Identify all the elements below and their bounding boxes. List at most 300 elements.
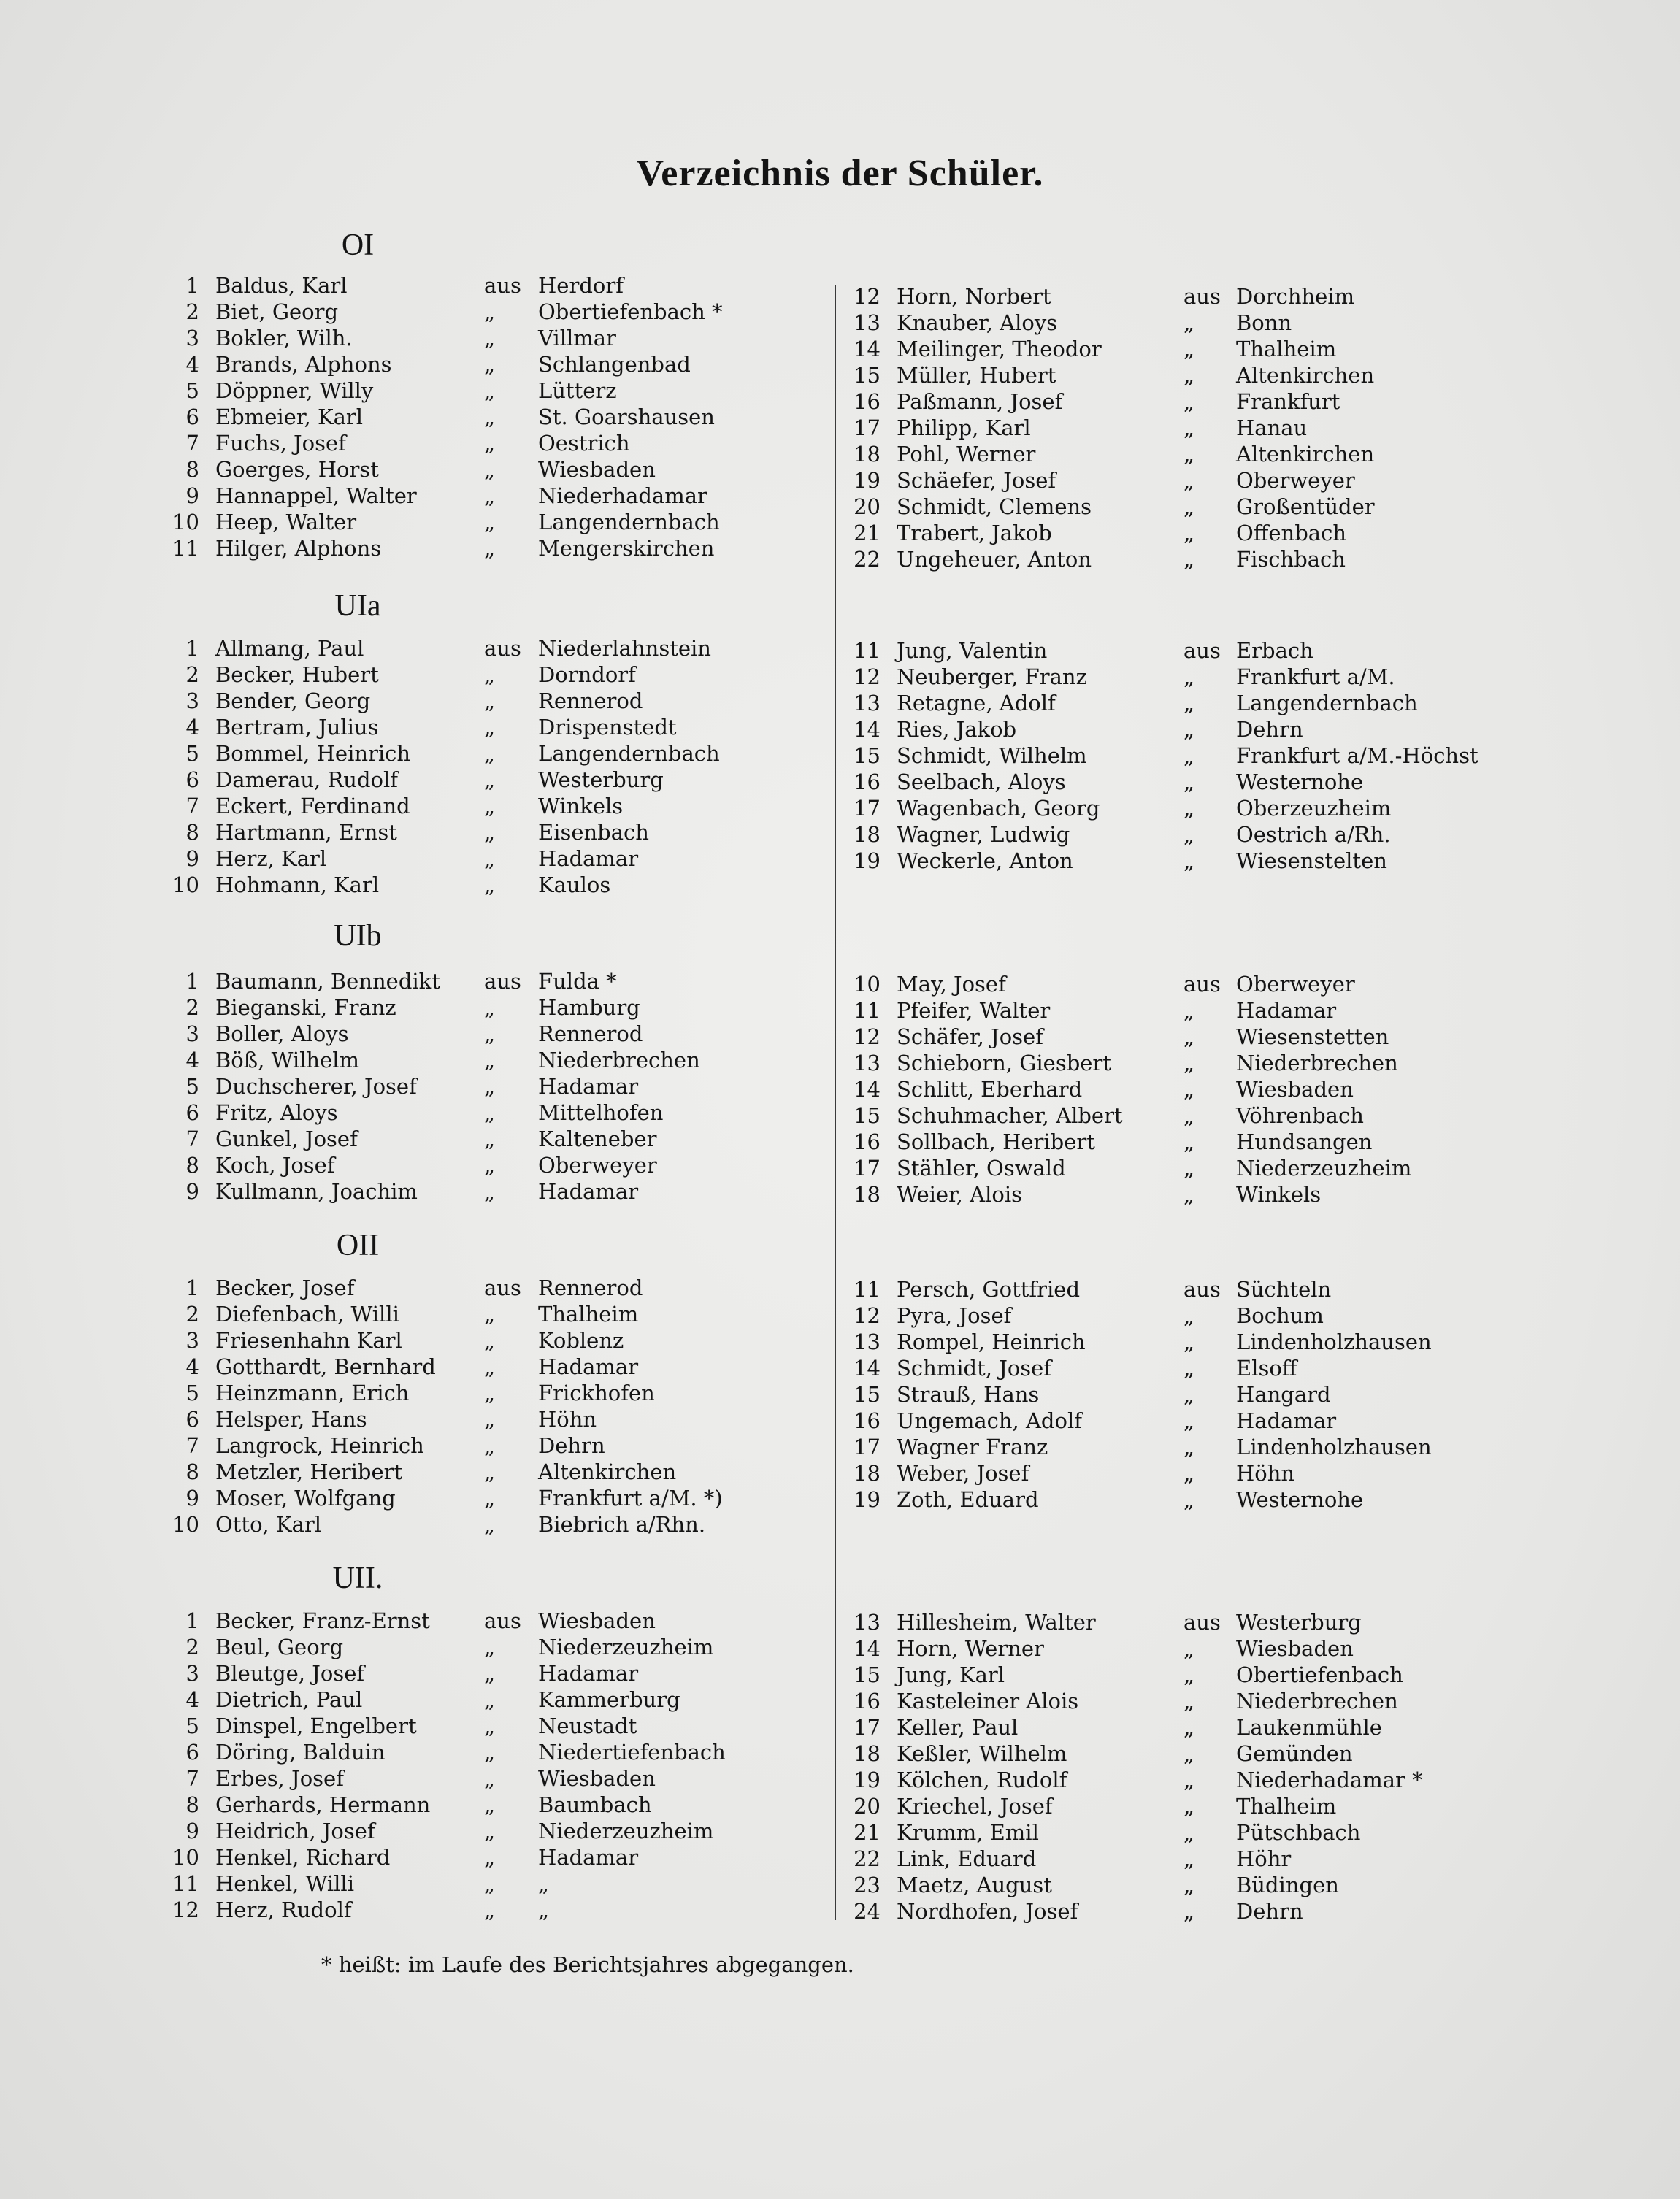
origin-prefix: „ [484, 1354, 496, 1379]
origin-town: Höhn [538, 1407, 597, 1432]
origin-town: Frankfurt a/M.-Höchst [1236, 743, 1478, 768]
origin-town: Frickhofen [538, 1381, 655, 1405]
origin-town: „ [538, 1897, 550, 1922]
origin-town: Wiesbaden [1236, 1077, 1354, 1102]
student-name: Kölchen, Rudolf [897, 1768, 1067, 1792]
class-heading: OI [341, 229, 375, 262]
student-number: 18 [854, 1182, 881, 1207]
student-name: Duchscherer, Josef [215, 1074, 417, 1099]
origin-prefix: „ [1184, 1129, 1195, 1154]
origin-prefix: „ [484, 1713, 496, 1738]
student-number: 2 [185, 995, 199, 1020]
origin-prefix: aus [484, 1275, 521, 1300]
student-name: Jung, Karl [897, 1662, 1005, 1687]
origin-prefix: aus [1184, 972, 1221, 997]
origin-town: Hanau [1236, 415, 1308, 440]
origin-town: Koblenz [538, 1328, 624, 1353]
origin-prefix: „ [1184, 717, 1195, 742]
student-name: Beul, Georg [215, 1635, 344, 1659]
student-name: Bleutge, Josef [215, 1661, 365, 1686]
origin-town: Oberweyer [538, 1153, 657, 1178]
origin-town: Drispenstedt [538, 715, 677, 740]
origin-prefix: „ [484, 1407, 496, 1432]
origin-town: Schlangenbad [538, 352, 691, 377]
student-number: 19 [854, 848, 881, 873]
origin-prefix: „ [484, 536, 496, 561]
page-title: Verzeichnis der Schüler. [636, 153, 1044, 194]
origin-prefix: „ [1184, 521, 1195, 545]
origin-prefix: „ [484, 1512, 496, 1537]
student-name: Zoth, Eduard [897, 1487, 1039, 1512]
origin-town: Hadamar [538, 1179, 639, 1204]
student-number: 20 [854, 494, 881, 519]
origin-town: Hangard [1236, 1382, 1331, 1407]
origin-town: Wiesbaden [538, 457, 656, 482]
origin-prefix: „ [1184, 822, 1195, 847]
origin-prefix: aus [484, 636, 521, 661]
student-number: 23 [854, 1873, 881, 1897]
student-name: Gerhards, Hermann [215, 1792, 431, 1817]
origin-town: Hadamar [1236, 998, 1337, 1023]
student-name: Link, Eduard [897, 1846, 1037, 1871]
student-name: Herz, Rudolf [215, 1897, 352, 1922]
student-name: Fritz, Aloys [215, 1100, 338, 1125]
origin-town: Höhn [1236, 1461, 1295, 1486]
student-number: 9 [185, 483, 199, 508]
student-name: Döring, Balduin [215, 1740, 386, 1765]
student-name: Jung, Valentin [897, 638, 1048, 663]
origin-prefix: „ [1184, 1846, 1195, 1871]
student-number: 7 [185, 1433, 199, 1458]
origin-prefix: „ [484, 741, 496, 766]
origin-prefix: „ [1184, 415, 1195, 440]
origin-town: Winkels [538, 794, 624, 818]
student-name: Weckerle, Anton [897, 848, 1073, 873]
origin-prefix: „ [484, 1179, 496, 1204]
origin-prefix: „ [484, 1766, 496, 1791]
student-name: Horn, Werner [897, 1636, 1044, 1661]
origin-prefix: „ [1184, 363, 1195, 388]
origin-prefix: „ [484, 1661, 496, 1686]
student-number: 15 [854, 1662, 881, 1687]
origin-prefix: „ [1184, 1051, 1195, 1075]
origin-town: Westerburg [1236, 1610, 1362, 1635]
origin-prefix: „ [484, 794, 496, 818]
student-name: Böß, Wilhelm [215, 1048, 360, 1072]
student-name: Gotthardt, Bernhard [215, 1354, 436, 1379]
origin-town: Wiesbaden [1236, 1636, 1354, 1661]
student-name: Bender, Georg [215, 688, 371, 713]
origin-prefix: „ [1184, 1715, 1195, 1740]
origin-prefix: „ [484, 1074, 496, 1099]
origin-town: Frankfurt a/M. [1236, 664, 1395, 689]
origin-town: Niederhadamar [538, 483, 707, 508]
origin-prefix: „ [1184, 1182, 1195, 1207]
origin-prefix: „ [1184, 1356, 1195, 1381]
student-name: Brands, Alphons [215, 352, 392, 377]
student-number: 16 [854, 389, 881, 414]
student-number: 18 [854, 442, 881, 467]
student-name: Ungeheuer, Anton [897, 547, 1092, 572]
origin-prefix: „ [1184, 1382, 1195, 1407]
origin-prefix: „ [484, 1328, 496, 1353]
student-number: 14 [854, 717, 881, 742]
origin-town: Neustadt [538, 1713, 637, 1738]
origin-prefix: „ [1184, 1689, 1195, 1713]
student-number: 14 [854, 1636, 881, 1661]
origin-prefix: „ [1184, 1873, 1195, 1897]
origin-prefix: „ [484, 715, 496, 740]
student-name: Heidrich, Josef [215, 1819, 375, 1843]
student-name: Schuhmacher, Albert [897, 1103, 1123, 1128]
student-number: 1 [185, 636, 199, 661]
student-name: Retagne, Adolf [897, 691, 1056, 715]
student-name: Becker, Hubert [215, 662, 379, 687]
origin-town: Altenkirchen [538, 1459, 677, 1484]
origin-town: Hundsangen [1236, 1129, 1373, 1154]
student-number: 9 [185, 1819, 199, 1843]
origin-town: Obertiefenbach * [538, 299, 723, 324]
origin-town: Oberweyer [1236, 972, 1355, 997]
origin-prefix: „ [1184, 468, 1195, 493]
student-number: 12 [854, 284, 881, 309]
origin-town: Hadamar [538, 1661, 639, 1686]
student-name: May, Josef [897, 972, 1006, 997]
student-number: 3 [185, 326, 199, 350]
origin-town: Westerburg [538, 767, 664, 792]
origin-prefix: „ [484, 1687, 496, 1712]
origin-prefix: „ [1184, 389, 1195, 414]
student-number: 15 [854, 743, 881, 768]
student-name: Henkel, Richard [215, 1845, 391, 1870]
student-name: Pyra, Josef [897, 1303, 1012, 1328]
origin-prefix: „ [1184, 1768, 1195, 1792]
student-number: 3 [185, 1661, 199, 1686]
student-name: Weier, Alois [897, 1182, 1022, 1207]
student-number: 11 [854, 998, 881, 1023]
student-name: Seelbach, Aloys [897, 770, 1066, 794]
student-name: Friesenhahn Karl [215, 1328, 402, 1353]
origin-prefix: „ [484, 1021, 496, 1046]
origin-town: Großentüder [1236, 494, 1375, 519]
origin-prefix: aus [484, 1608, 521, 1633]
student-number: 18 [854, 822, 881, 847]
student-number: 3 [185, 1328, 199, 1353]
student-number: 16 [854, 1408, 881, 1433]
origin-prefix: „ [484, 431, 496, 456]
origin-prefix: „ [484, 662, 496, 687]
student-number: 11 [854, 1277, 881, 1302]
student-number: 7 [185, 431, 199, 456]
origin-prefix: „ [484, 1871, 496, 1896]
student-name: Biet, Georg [215, 299, 339, 324]
origin-town: Dehrn [1236, 1899, 1303, 1924]
student-name: Hillesheim, Walter [897, 1610, 1096, 1635]
student-number: 20 [854, 1794, 881, 1819]
student-number: 18 [854, 1741, 881, 1766]
origin-prefix: „ [1184, 1899, 1195, 1924]
student-name: Sollbach, Heribert [897, 1129, 1095, 1154]
origin-prefix: „ [1184, 1487, 1195, 1512]
student-number: 4 [185, 1687, 199, 1712]
student-number: 17 [854, 415, 881, 440]
student-name: Philipp, Karl [897, 415, 1031, 440]
origin-prefix: „ [484, 404, 496, 429]
student-number: 21 [854, 521, 881, 545]
origin-town: „ [538, 1871, 550, 1896]
origin-town: Villmar [538, 326, 616, 350]
student-number: 4 [185, 1354, 199, 1379]
origin-town: Dehrn [1236, 717, 1303, 742]
origin-prefix: „ [484, 483, 496, 508]
origin-prefix: „ [1184, 1820, 1195, 1845]
origin-town: Wiesenstetten [1236, 1024, 1389, 1049]
student-number: 13 [854, 310, 881, 335]
origin-prefix: „ [484, 820, 496, 845]
origin-town: Thalheim [1236, 337, 1337, 361]
student-number: 13 [854, 1051, 881, 1075]
student-number: 17 [854, 1715, 881, 1740]
origin-prefix: „ [1184, 1156, 1195, 1181]
student-number: 10 [172, 1512, 199, 1537]
origin-prefix: „ [484, 1381, 496, 1405]
student-name: Schäefer, Josef [897, 468, 1056, 493]
origin-town: Erbach [1236, 638, 1313, 663]
student-name: Baldus, Karl [215, 273, 348, 298]
origin-prefix: „ [484, 1459, 496, 1484]
origin-town: Gemünden [1236, 1741, 1353, 1766]
origin-town: Rennerod [538, 688, 643, 713]
student-name: Hohmann, Karl [215, 872, 380, 897]
student-number: 15 [854, 363, 881, 388]
student-number: 5 [185, 1074, 199, 1099]
student-number: 12 [854, 664, 881, 689]
student-number: 6 [185, 404, 199, 429]
student-number: 8 [185, 1792, 199, 1817]
student-number: 1 [185, 273, 199, 298]
student-number: 14 [854, 1356, 881, 1381]
origin-prefix: „ [1184, 1408, 1195, 1433]
student-name: Becker, Franz-Ernst [215, 1608, 430, 1633]
origin-town: Mittelhofen [538, 1100, 664, 1125]
student-name: Weber, Josef [897, 1461, 1029, 1486]
origin-prefix: „ [1184, 743, 1195, 768]
origin-town: Lütterz [538, 378, 617, 403]
student-name: Boller, Aloys [215, 1021, 349, 1046]
student-name: Kasteleiner Alois [897, 1689, 1079, 1713]
student-number: 15 [854, 1103, 881, 1128]
origin-prefix: „ [484, 1100, 496, 1125]
student-name: Schmidt, Wilhelm [897, 743, 1087, 768]
origin-town: Elsoff [1236, 1356, 1297, 1381]
class-heading: UIb [334, 919, 382, 953]
student-name: Schieborn, Giesbert [897, 1051, 1111, 1075]
origin-town: Fischbach [1236, 547, 1346, 572]
origin-prefix: „ [1184, 691, 1195, 715]
origin-town: Niedertiefenbach [538, 1740, 726, 1765]
origin-town: Niederbrechen [538, 1048, 700, 1072]
origin-town: Biebrich a/Rhn. [538, 1512, 706, 1537]
origin-prefix: „ [1184, 1794, 1195, 1819]
student-name: Persch, Gottfried [897, 1277, 1081, 1302]
student-number: 10 [172, 872, 199, 897]
origin-prefix: „ [1184, 1303, 1195, 1328]
origin-prefix: „ [1184, 998, 1195, 1023]
student-number: 10 [854, 972, 881, 997]
student-name: Ries, Jakob [897, 717, 1017, 742]
origin-prefix: „ [484, 1845, 496, 1870]
student-name: Dinspel, Engelbert [215, 1713, 417, 1738]
student-number: 8 [185, 820, 199, 845]
student-name: Damerau, Rudolf [215, 767, 399, 792]
student-number: 11 [172, 1871, 199, 1896]
student-number: 9 [185, 846, 199, 871]
student-name: Hannappel, Walter [215, 483, 417, 508]
student-name: Goerges, Horst [215, 457, 379, 482]
student-name: Bieganski, Franz [215, 995, 396, 1020]
student-number: 12 [854, 1024, 881, 1049]
origin-town: Fulda * [538, 969, 617, 994]
origin-prefix: „ [484, 1433, 496, 1458]
student-number: 15 [854, 1382, 881, 1407]
student-number: 10 [172, 1845, 199, 1870]
student-number: 9 [185, 1486, 199, 1511]
origin-town: Westernohe [1236, 1487, 1364, 1512]
origin-prefix: „ [484, 1792, 496, 1817]
student-name: Becker, Josef [215, 1275, 355, 1300]
student-name: Meilinger, Theodor [897, 337, 1102, 361]
origin-prefix: „ [484, 1635, 496, 1659]
student-number: 6 [185, 1740, 199, 1765]
origin-town: Frankfurt a/M. *) [538, 1486, 723, 1511]
origin-prefix: „ [1184, 1329, 1195, 1354]
origin-town: Oestrich a/Rh. [1236, 822, 1391, 847]
origin-town: Altenkirchen [1236, 442, 1375, 467]
origin-town: Laukenmühle [1236, 1715, 1382, 1740]
origin-prefix: „ [484, 352, 496, 377]
student-number: 6 [185, 767, 199, 792]
student-number: 3 [185, 688, 199, 713]
origin-prefix: „ [484, 1740, 496, 1765]
origin-town: Niederhadamar * [1236, 1768, 1423, 1792]
student-name: Keßler, Wilhelm [897, 1741, 1067, 1766]
student-name: Ungemach, Adolf [897, 1408, 1082, 1433]
origin-town: Pütschbach [1236, 1820, 1361, 1845]
origin-town: Herdorf [538, 273, 624, 298]
student-number: 18 [854, 1461, 881, 1486]
student-number: 11 [854, 638, 881, 663]
origin-prefix: „ [484, 510, 496, 534]
origin-prefix: „ [1184, 1024, 1195, 1049]
origin-prefix: „ [1184, 664, 1195, 689]
origin-town: Niederbrechen [1236, 1051, 1398, 1075]
origin-prefix: „ [484, 1897, 496, 1922]
student-number: 5 [185, 378, 199, 403]
student-number: 19 [854, 1768, 881, 1792]
origin-prefix: „ [1184, 1103, 1195, 1128]
student-number: 12 [172, 1897, 199, 1922]
student-name: Kullmann, Joachim [215, 1179, 418, 1204]
origin-town: Langendernbach [538, 510, 720, 534]
student-name: Bertram, Julius [215, 715, 379, 740]
origin-prefix: aus [1184, 284, 1221, 309]
student-number: 5 [185, 741, 199, 766]
origin-prefix: „ [484, 872, 496, 897]
student-number: 6 [185, 1407, 199, 1432]
origin-town: Vöhrenbach [1236, 1103, 1364, 1128]
student-number: 16 [854, 1689, 881, 1713]
origin-prefix: „ [1184, 337, 1195, 361]
origin-prefix: „ [1184, 1077, 1195, 1102]
student-name: Bokler, Wilh. [215, 326, 353, 350]
origin-town: Eisenbach [538, 820, 649, 845]
student-number: 10 [172, 510, 199, 534]
student-name: Langrock, Heinrich [215, 1433, 424, 1458]
student-name: Allmang, Paul [215, 636, 364, 661]
student-name: Krumm, Emil [897, 1820, 1039, 1845]
student-name: Metzler, Heribert [215, 1459, 403, 1484]
student-name: Schmidt, Clemens [897, 494, 1092, 519]
student-number: 19 [854, 468, 881, 493]
student-number: 1 [185, 1608, 199, 1633]
student-name: Wagner, Ludwig [897, 822, 1070, 847]
origin-town: Oberweyer [1236, 468, 1355, 493]
student-name: Koch, Josef [215, 1153, 335, 1178]
student-name: Neuberger, Franz [897, 664, 1087, 689]
student-name: Maetz, August [897, 1873, 1052, 1897]
origin-town: Bochum [1236, 1303, 1324, 1328]
origin-town: Wiesbaden [538, 1608, 656, 1633]
origin-town: Thalheim [1236, 1794, 1337, 1819]
student-number: 9 [185, 1179, 199, 1204]
student-name: Moser, Wolfgang [215, 1486, 396, 1511]
student-name: Heinzmann, Erich [215, 1381, 410, 1405]
origin-prefix: „ [484, 299, 496, 324]
origin-prefix: „ [1184, 1636, 1195, 1661]
origin-town: Rennerod [538, 1021, 643, 1046]
student-number: 21 [854, 1820, 881, 1845]
student-name: Paßmann, Josef [897, 389, 1063, 414]
student-name: Trabert, Jakob [897, 521, 1052, 545]
student-number: 5 [185, 1713, 199, 1738]
student-name: Knauber, Aloys [897, 310, 1058, 335]
student-name: Ebmeier, Karl [215, 404, 364, 429]
origin-town: Bonn [1236, 310, 1292, 335]
student-name: Erbes, Josef [215, 1766, 344, 1791]
origin-town: Niederlahnstein [538, 636, 711, 661]
student-name: Schmidt, Josef [897, 1356, 1052, 1381]
student-number: 11 [172, 536, 199, 561]
origin-town: Wiesenstelten [1236, 848, 1387, 873]
origin-town: St. Goarshausen [538, 404, 715, 429]
origin-town: Mengerskirchen [538, 536, 715, 561]
origin-town: Thalheim [538, 1302, 639, 1327]
student-name: Müller, Hubert [897, 363, 1056, 388]
student-name: Heep, Walter [215, 510, 357, 534]
origin-town: Kaulos [538, 872, 611, 897]
origin-prefix: „ [1184, 1741, 1195, 1766]
origin-prefix: aus [1184, 1277, 1221, 1302]
origin-town: Dorchheim [1236, 284, 1355, 309]
student-name: Hartmann, Ernst [215, 820, 397, 845]
origin-prefix: „ [484, 1127, 496, 1151]
student-name: Diefenbach, Willi [215, 1302, 399, 1327]
origin-town: Kammerburg [538, 1687, 680, 1712]
origin-town: Niederzeuzheim [538, 1819, 714, 1843]
student-number: 2 [185, 299, 199, 324]
student-number: 16 [854, 770, 881, 794]
student-number: 4 [185, 352, 199, 377]
